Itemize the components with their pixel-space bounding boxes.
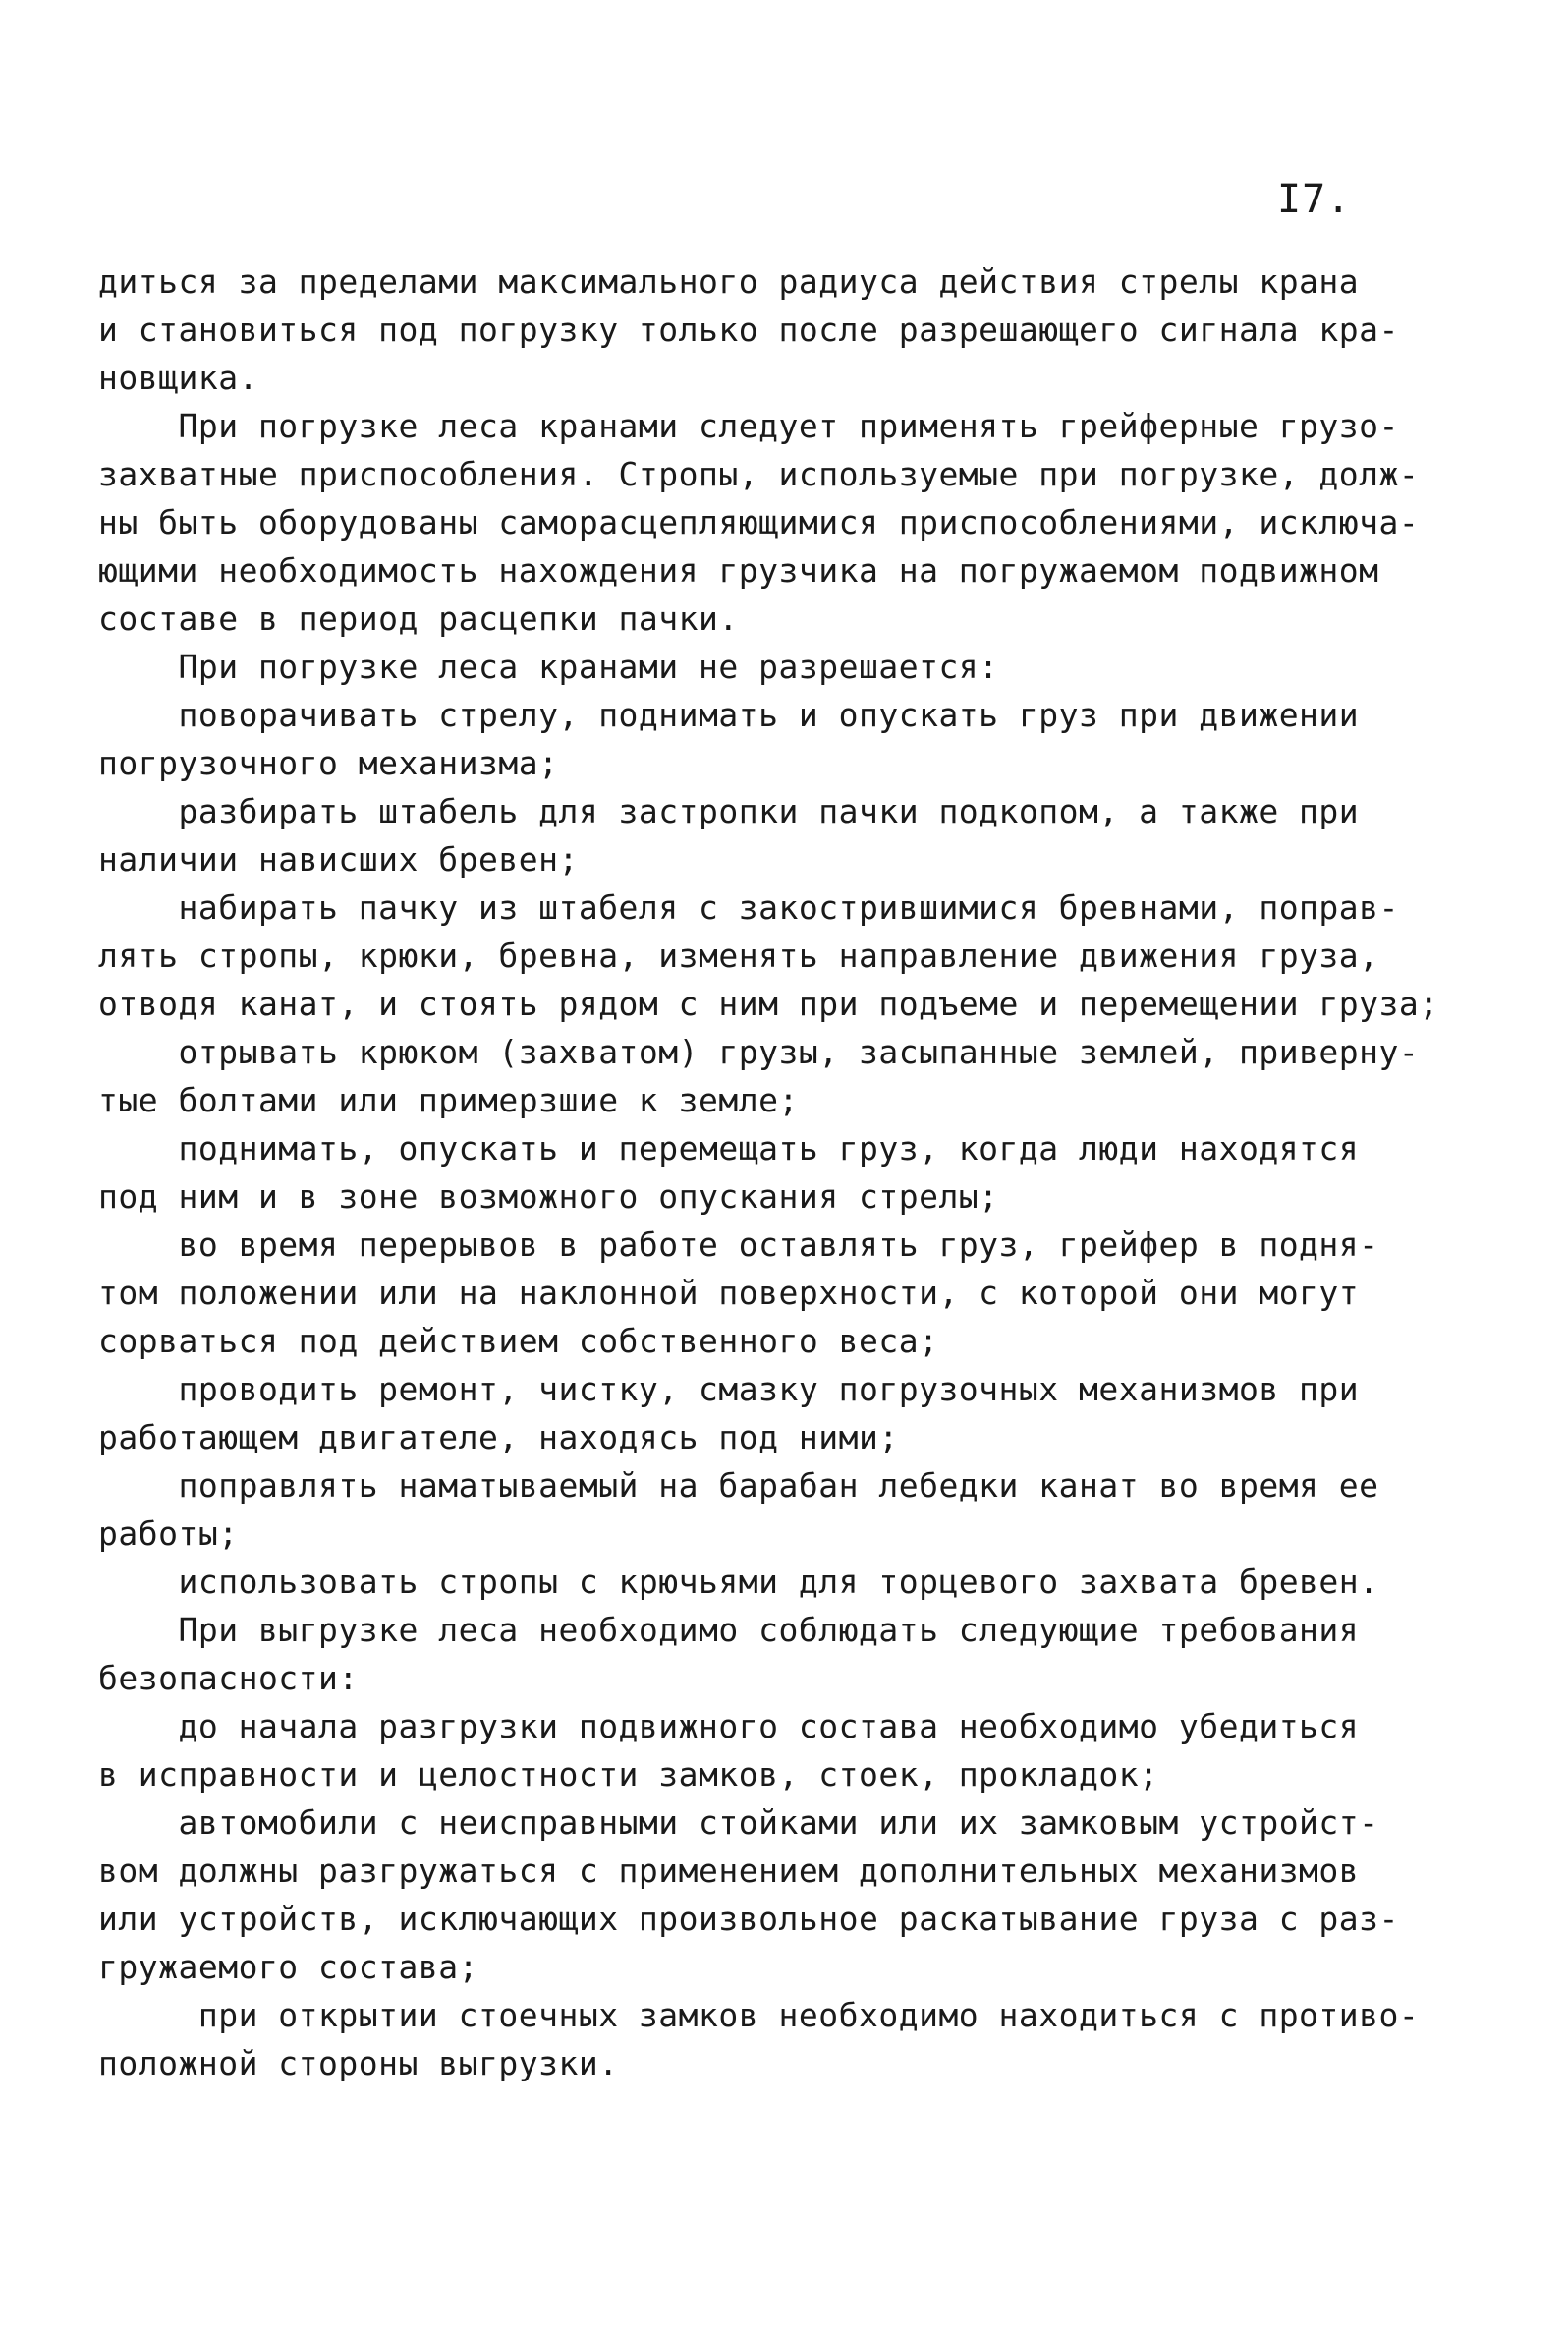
text-line: положной стороны выгрузки. (98, 2044, 619, 2082)
text-line: диться за пределами максимального радиуса действия стрелы крана (98, 262, 1360, 301)
text-line: автомобили с неисправными стойками или их замковым устройст- (98, 1803, 1379, 1842)
text-line: При погрузке леса кранами не разрешается: (98, 648, 999, 686)
page-number: I7. (1277, 177, 1352, 222)
text-line: безопасности: (98, 1659, 359, 1697)
text-line: ны быть оборудованы самораcцепляющимися приспособлениями, исключа- (98, 503, 1420, 541)
body-text (98, 257, 1454, 2087)
text-line: и становиться под погрузку только после разрешающего сигнала кра- (98, 311, 1399, 349)
text-line: отводя канат, и стоять рядом с ним при подъеме и перемещении груза; (98, 985, 1439, 1023)
text-line: поворачивать стрелу, поднимать и опускать груз при движении (98, 696, 1360, 734)
text-line: использовать стропы с крючьями для торцевого захвата бревен. (98, 1563, 1379, 1601)
text-line: тые болтами или примерзшие к земле; (98, 1081, 799, 1119)
text-line: под ним и в зоне возможного опускания стрелы; (98, 1177, 999, 1216)
text-line: проводить ремонт, чистку, смазку погрузочных механизмов при (98, 1370, 1360, 1408)
text-line: отрывать крюком (захватом) грузы, засыпанные землей, приверну- (98, 1033, 1420, 1071)
text-line: новщика. (98, 359, 258, 397)
text-line: вом должны разгружаться с применением дополнительных механизмов (98, 1852, 1360, 1890)
text-line: до начала разгрузки подвижного состава необходимо убедиться (98, 1707, 1360, 1745)
text-line: поправлять наматываемый на барабан лебедки канат во время ее (98, 1466, 1379, 1505)
text-line: гружаемого состава; (98, 1948, 478, 1986)
text-line: наличии нависших бревен; (98, 840, 579, 879)
text-line: поднимать, опускать и перемещать груз, когда люди находятся (98, 1129, 1360, 1168)
text-line: работающем двигателе, находясь под ними; (98, 1418, 899, 1456)
text-line: При выгрузке леса необходимо соблюдать следующие требования (98, 1611, 1360, 1649)
text-line: При погрузке леса кранами следует применять грейферные грузо- (98, 407, 1399, 445)
text-line: в исправности и целостности замков, стоек, прокладок; (98, 1755, 1159, 1794)
text-line: том положении или на наклонной поверхности, с которой они могут (98, 1274, 1360, 1312)
text-line: сорваться под действием собственного веса; (98, 1322, 939, 1360)
text-line: захватные приспособления. Стропы, используемые при погрузке, долж- (98, 455, 1420, 493)
text-line: ющими необходимость нахождения грузчика на погружаемом подвижном (98, 551, 1379, 590)
text-line: набирать пачку из штабеля с закострившимися бревнами, поправ- (98, 888, 1399, 927)
text-line: составе в период расцепки пачки. (98, 599, 739, 638)
text-line: работы; (98, 1514, 239, 1553)
text-line: или устройств, исключающих произвольное раскатывание груза с раз- (98, 1900, 1399, 1938)
text-line: лять стропы, крюки, бревна, изменять направление движения груза, (98, 937, 1379, 975)
text-line: погрузочного механизма; (98, 744, 559, 782)
text-line: разбирать штабель для застропки пачки подкопом, а также при (98, 792, 1360, 830)
text-line: при открытии стоечных замков необходимо находиться с противо- (98, 1996, 1420, 2034)
text-line: во время перерывов в работе оставлять груз, грейфер в подня- (98, 1225, 1379, 1264)
